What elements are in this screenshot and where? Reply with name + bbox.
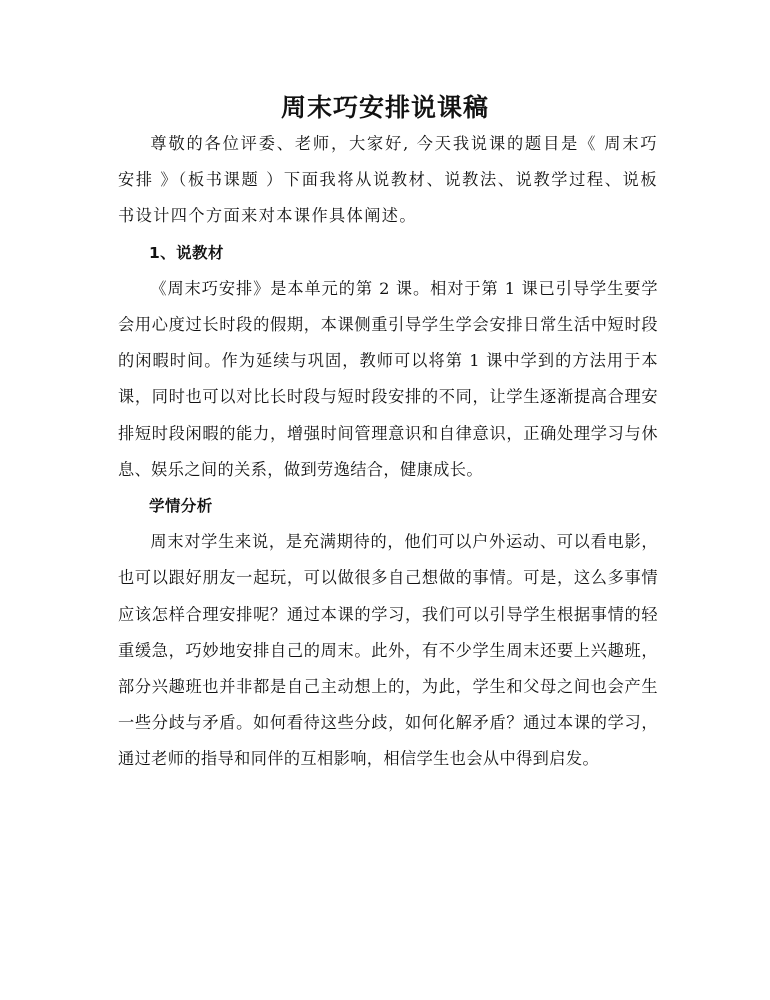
document-body <box>118 126 658 778</box>
document-title: 周末巧安排说课稿 <box>280 93 489 122</box>
teaching-material-paragraph: 《周末巧安排》是本单元的第 2 课。相对于第 1 课已引导学生要学会用心度过长时段的假期，本课侧重引导学生学会安排日常生活中短时段的闲暇时间。作为延续与巩固，教师可以将第 1 课中学到的方法用于本课，同时也可以对比长时段与短时段安排的不同，让学生逐渐提高合理安排短时段闲暇的能力，增强时间管理意识和自律意识，正确处理学习与休息、娱乐之间的关系，做到劳逸结合，健康成长。 <box>118 278 658 479</box>
intro-paragraph: 尊敬的各位评委、老师，大家好, 今天我说课的题目是《 周末巧安排 》（板书课题 ）下面我将从说教材、说教法、说教学过程、说板书设计四个方面来对本课作具体阐述。 <box>118 134 658 226</box>
student-analysis-paragraph: 周末对学生来说，是充满期待的，他们可以户外运动、可以看电影，也可以跟好朋友一起玩，可以做很多自己想做的事情。可是，这么多事情应该怎样合理安排呢？通过本课的学习，我们可以引导学生根据事情的轻重缓急，巧妙地安排自己的周末。此外，有不少学生周末还要上兴趣班，部分兴趣班也并非都是自己主动想上的，为此，学生和父母之间也会产生一些分歧与矛盾。如何看待这些分歧，如何化解矛盾？通过本课的学习，通过老师的指导和同伴的互相影响，相信学生也会从中得到启发。 <box>118 532 658 769</box>
section-heading-student-analysis: 学情分析 <box>149 497 213 516</box>
section-heading-teaching-material: 1、说教材 <box>149 243 224 262</box>
